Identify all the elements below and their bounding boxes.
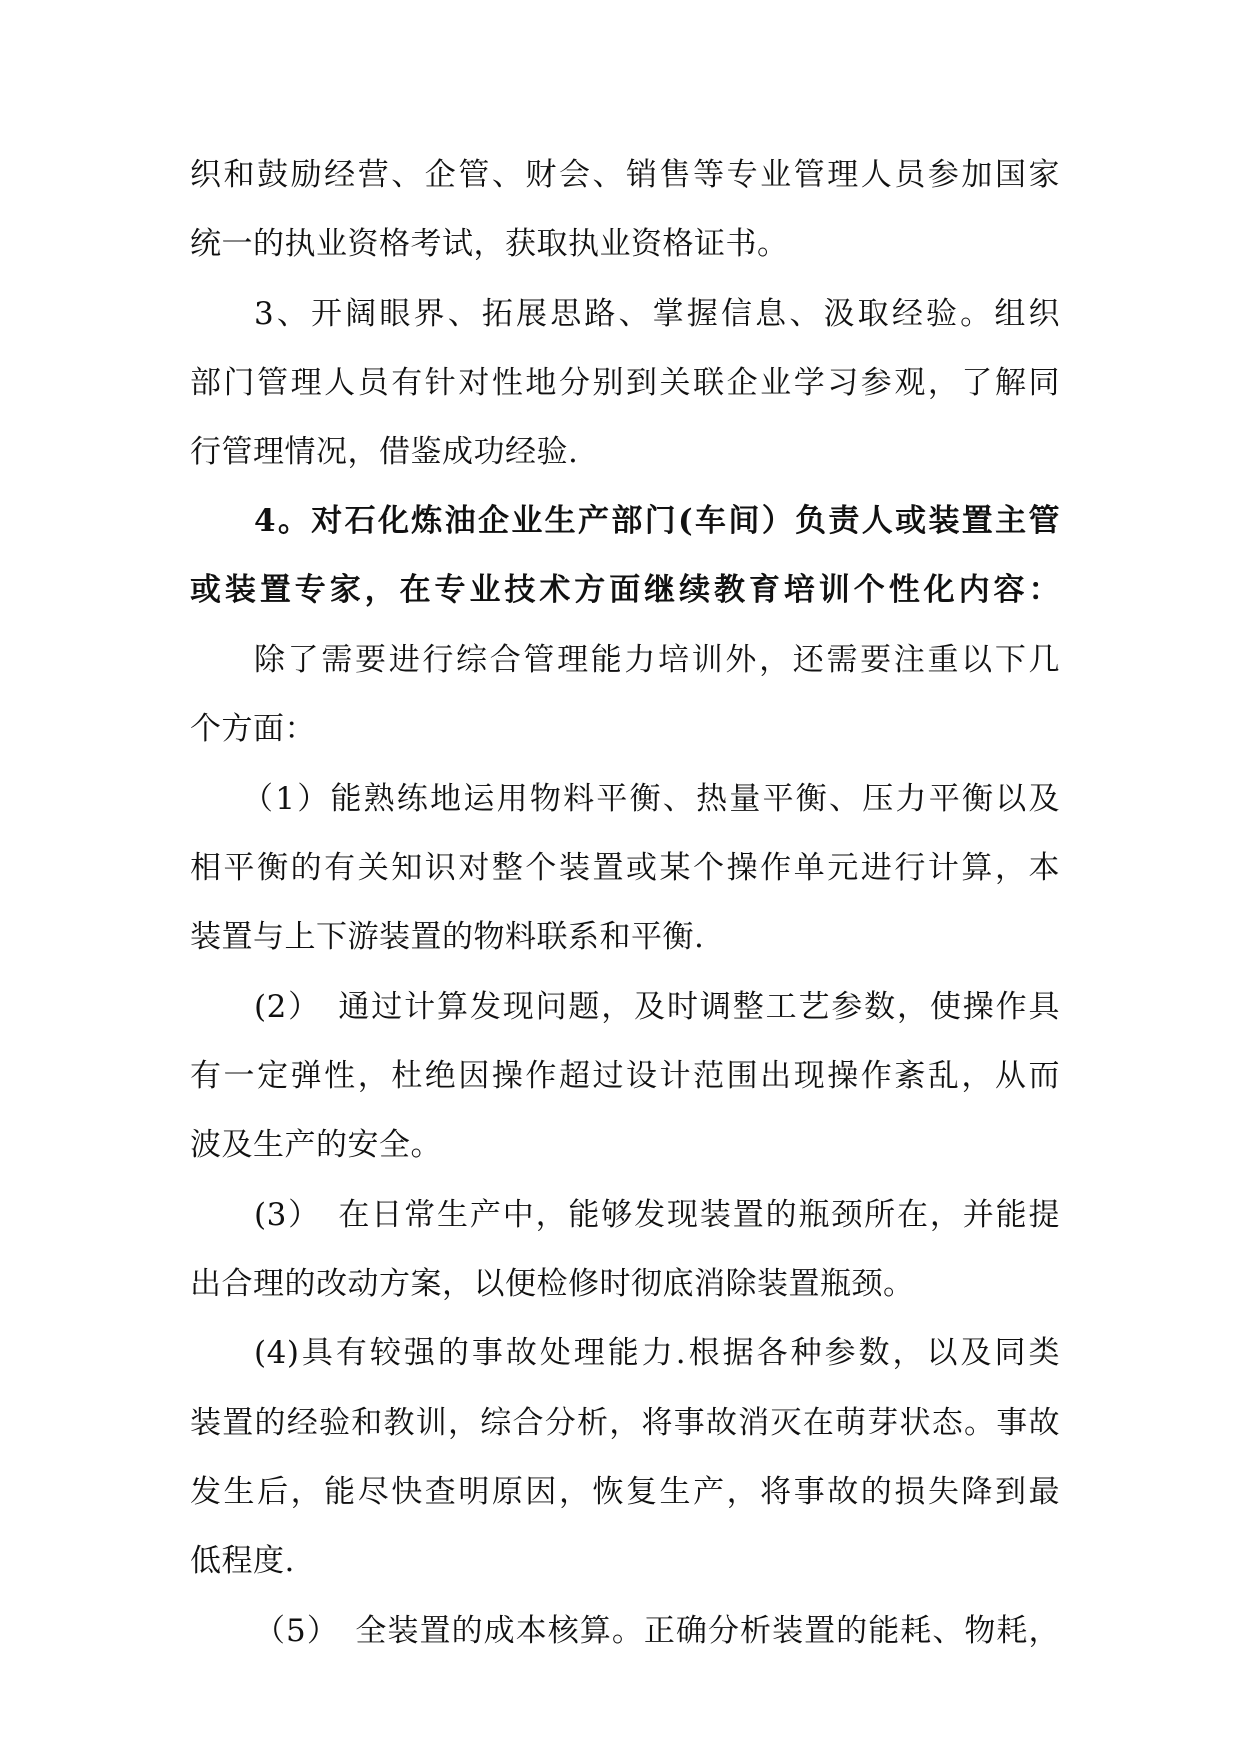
paragraph-line: 个方面： bbox=[190, 711, 316, 747]
paragraph-line: 3、开阔眼界、拓展思路、掌握信息、汲取经验。组织 bbox=[254, 296, 1060, 332]
paragraph-line: 统一的执业资格考试，获取执业资格证书。 bbox=[190, 226, 789, 262]
list-item-line: 出合理的改动方案，以便检修时彻底消除装置瓶颈。 bbox=[190, 1266, 915, 1302]
list-item-line: 装置的经验和教训，综合分析，将事故消灭在萌芽状态。事故 bbox=[190, 1405, 1060, 1441]
list-item-line: 相平衡的有关知识对整个装置或某个操作单元进行计算，本 bbox=[190, 850, 1060, 886]
paragraph-line: 行管理情况，借鉴成功经验. bbox=[190, 434, 579, 470]
list-item-line: 波及生产的安全。 bbox=[190, 1127, 442, 1163]
paragraph-line: 除了需要进行综合管理能力培训外，还需要注重以下几 bbox=[254, 642, 1060, 678]
list-item-line: （5） 全装置的成本核算。正确分析装置的能耗、物耗， bbox=[254, 1613, 1060, 1649]
list-item-line: 低程度. bbox=[190, 1543, 295, 1579]
list-item-line: (2） 通过计算发现问题，及时调整工艺参数，使操作具 bbox=[254, 989, 1060, 1025]
paragraph-line: 织和鼓励经营、企管、财会、销售等专业管理人员参加国家 bbox=[190, 157, 1060, 193]
section-heading-line: 4。对石化炼油企业生产部门(车间）负责人或装置主管 bbox=[254, 503, 1060, 539]
list-item-line: 装置与上下游装置的物料联系和平衡. bbox=[190, 919, 705, 955]
list-item-line: 有一定弹性，杜绝因操作超过设计范围出现操作紊乱，从而 bbox=[190, 1058, 1060, 1094]
section-heading-line: 或装置专家，在专业技术方面继续教育培训个性化内容： bbox=[190, 572, 1060, 608]
list-item-line: (4)具有较强的事故处理能力.根据各种参数，以及同类 bbox=[254, 1335, 1060, 1371]
paragraph-line: 部门管理人员有针对性地分别到关联企业学习参观，了解同 bbox=[190, 365, 1060, 401]
list-item-line: (3） 在日常生产中，能够发现装置的瓶颈所在，并能提 bbox=[254, 1197, 1060, 1233]
list-item-line: （1）能熟练地运用物料平衡、热量平衡、压力平衡以及 bbox=[242, 781, 1060, 817]
list-item-line: 发生后，能尽快查明原因，恢复生产，将事故的损失降到最 bbox=[190, 1474, 1060, 1510]
